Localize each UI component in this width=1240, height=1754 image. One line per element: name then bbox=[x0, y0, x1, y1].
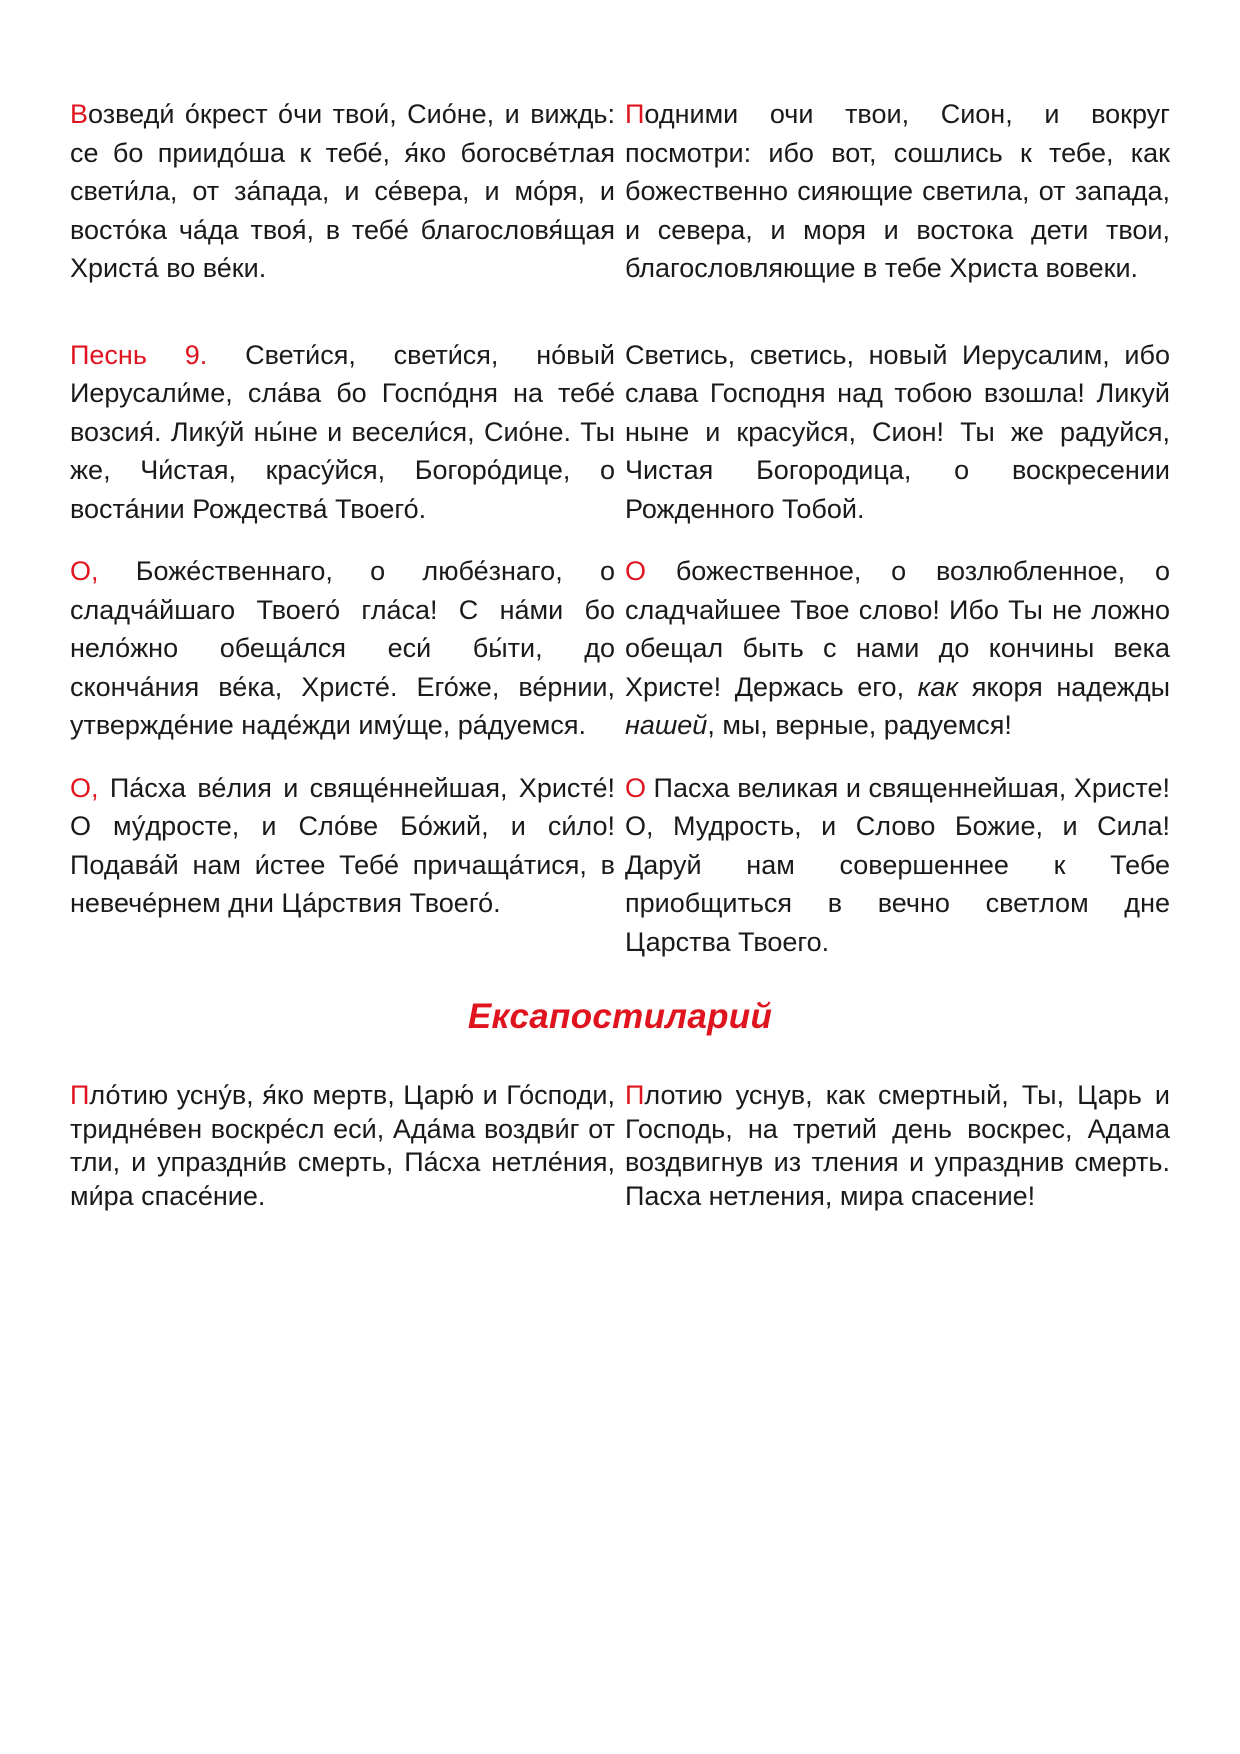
drop-letter: О bbox=[625, 772, 647, 803]
left-column bbox=[70, 95, 615, 288]
document-page bbox=[70, 95, 1170, 1213]
paragraph-text: , мы, верные, радуемся! bbox=[707, 710, 1012, 740]
paragraph bbox=[625, 769, 1170, 962]
right-column bbox=[625, 1079, 1170, 1213]
drop-letter: О, bbox=[70, 556, 99, 586]
paragraph-text: Светись, светись, новый Иерусалим, ибо слава Господня над тобою взошла! Ликуй ныне и красуйся, Сион! Ты же радуйся, Чистая Богородица, о воскресении Рожденного Тобой. bbox=[625, 339, 1170, 524]
italic-word: как bbox=[917, 671, 959, 702]
paragraph bbox=[70, 1079, 615, 1213]
drop-letter: П bbox=[70, 1080, 90, 1110]
paragraph-text: лотию уснув, как смертный, Ты, Царь и Господь, на третий день воскрес, Адама воздвигнув из тления и упразднив смерть. Пасха нетления, мира спасение! bbox=[625, 1080, 1170, 1211]
paragraph bbox=[70, 552, 615, 745]
paragraph-text: Па́сха ве́лия и свяще́ннейшая, Христе́! О му́дросте, и Сло́ве Бо́жий, и си́ло! Подава́й нам и́стее Тебе́ причаща́тися, в невече́рнем дни Ца́рствия Твоего́. bbox=[70, 772, 615, 918]
paragraph bbox=[625, 552, 1170, 745]
paragraph-text: ло́тию усну́в, я́ко мертв, Царю́ и Го́споди, тридне́вен воскре́сл еси́, Ада́ма воздви́г от тли, и упраздни́в смерть, Па́сха нетле́ния, ми́ра спасе́ние. bbox=[70, 1080, 615, 1211]
paragraph bbox=[625, 95, 1170, 288]
paragraph-text: божественное, о возлюбленное, о сладчайшее Твое слово! Ибо Ты не ложно обещал быть с нами до кончины века Христе! Держась его, bbox=[625, 556, 1170, 702]
right-column bbox=[625, 95, 1170, 288]
paragraph-text: Боже́ственнаго, о любе́знаго, о сладча́йшаго Твоего́ гла́са! С на́ми бо нело́жно обеща́лся еси́ бы́ти, до сконча́ния ве́ка, Христе́. Его́же, ве́рнии, утвержде́ние наде́жди иму́ще, ра́дуемся. bbox=[70, 556, 615, 740]
left-column bbox=[70, 1079, 615, 1213]
paragraph-text: якоря надежды bbox=[958, 671, 1170, 702]
paragraph-text: Пасха великая и священнейшая, Христе! О, Мудрость, и Слово Божие, и Сила! Даруй нам совершеннее к Тебе приобщиться в вечно светлом дне Царства Твоего. bbox=[625, 772, 1170, 957]
section-1 bbox=[70, 95, 1170, 288]
paragraph bbox=[625, 336, 1170, 529]
drop-letter: О bbox=[625, 556, 647, 586]
spacer bbox=[70, 288, 1170, 336]
left-column bbox=[70, 336, 615, 923]
paragraph-text: одними очи твои, Сион, и вокруг посмотри: ибо вот, сошлись к тебе, как божественно сияющие светила, от запада, и севера, и моря и востока дети твои, благословляющие в тебе Христа вовеки. bbox=[625, 99, 1170, 283]
paragraph bbox=[70, 95, 615, 288]
ode-label: Песнь 9. bbox=[70, 339, 208, 370]
paragraph bbox=[625, 1079, 1170, 1213]
paragraph-text: озведи́ о́крест о́чи твои́, Сио́не, и виждь: се бо приидо́ша к тебе́, я́ко богосве́тлая свети́ла, от за́пада, и се́вера, и мо́ря, и восто́ка ча́да твоя́, в тебе́ благословя́щая Христа́ во ве́ки. bbox=[70, 99, 615, 283]
drop-letter: П bbox=[625, 1080, 645, 1110]
right-column bbox=[625, 336, 1170, 962]
drop-letter: О, bbox=[70, 772, 99, 803]
section-3 bbox=[70, 1079, 1170, 1213]
paragraph bbox=[70, 769, 615, 923]
drop-letter: В bbox=[70, 99, 89, 129]
paragraph bbox=[70, 336, 615, 529]
paragraph-text: Свети́ся, свети́ся, но́вый Иерусали́ме, сла́ва бо Госпо́дня на тебе́ возсия́. Лику́й ны́не и весели́ся, Сио́не. Ты же, Чи́стая, красу́йся, Богоро́дице, о воста́нии Рождества́ Твоего́. bbox=[70, 339, 615, 524]
italic-word: нашей bbox=[625, 710, 708, 740]
section-2 bbox=[70, 336, 1170, 962]
drop-letter: П bbox=[625, 99, 645, 129]
section-heading: Ексапостиларий bbox=[467, 997, 773, 1036]
